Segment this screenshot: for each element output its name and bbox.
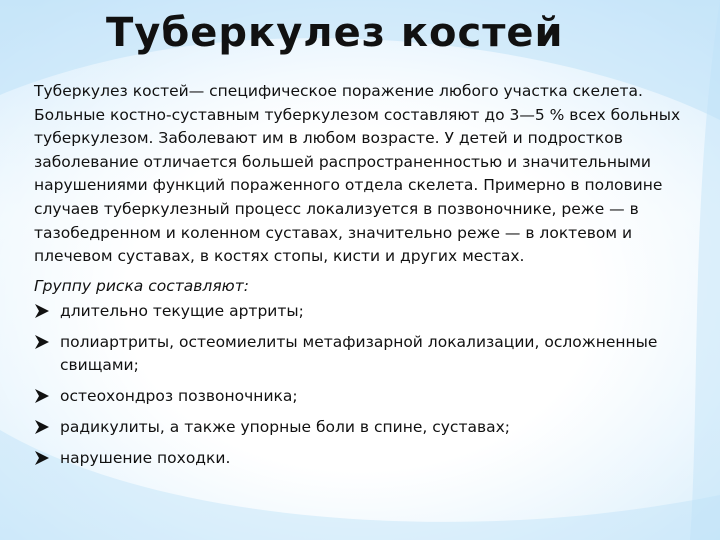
risk-group-heading: Группу риска составляют: bbox=[34, 276, 249, 295]
arrow-bullet-icon bbox=[34, 419, 50, 435]
list-item bbox=[34, 300, 700, 323]
list-item bbox=[34, 416, 700, 439]
arrow-bullet-icon bbox=[34, 303, 50, 319]
list-item-text: остеохондроз позвоночника; bbox=[60, 386, 298, 405]
arrow-bullet-icon bbox=[34, 388, 50, 404]
intro-paragraph: Туберкулез костей— специфическое поражение любого участка скелета. Больные костно-суставным туберкулезом составляют до 3—5 % всех больных туберкулезом. Заболевают им в любом возрасте. У детей и подростков заболевание отличается большей распространенностью и значительными нарушениями функций пораженного отдела скелета. Примерно в половине случаев туберкулезный процесс локализуется в позвоночнике, реже — в тазобедренном и коленном суставах, значительно реже — в локтевом и плечевом суставах, в костях стопы, кисти и других местах. bbox=[34, 82, 681, 266]
risk-group-list bbox=[34, 300, 700, 470]
list-item-text: нарушение походки. bbox=[60, 448, 231, 467]
list-item bbox=[34, 331, 700, 377]
list-item bbox=[34, 385, 700, 408]
list-item-text: радикулиты, а также упорные боли в спине, суставах; bbox=[60, 417, 511, 436]
arrow-bullet-icon bbox=[34, 450, 50, 466]
slide-content bbox=[34, 80, 700, 478]
list-item-text: длительно текущие артриты; bbox=[60, 301, 304, 320]
slide-title: Туберкулез костей bbox=[106, 10, 564, 56]
arrow-bullet-icon bbox=[34, 334, 50, 350]
list-item bbox=[34, 447, 700, 470]
list-item-text: полиартриты, остеомиелиты метафизарной локализации, осложненные свищами; bbox=[60, 332, 658, 374]
